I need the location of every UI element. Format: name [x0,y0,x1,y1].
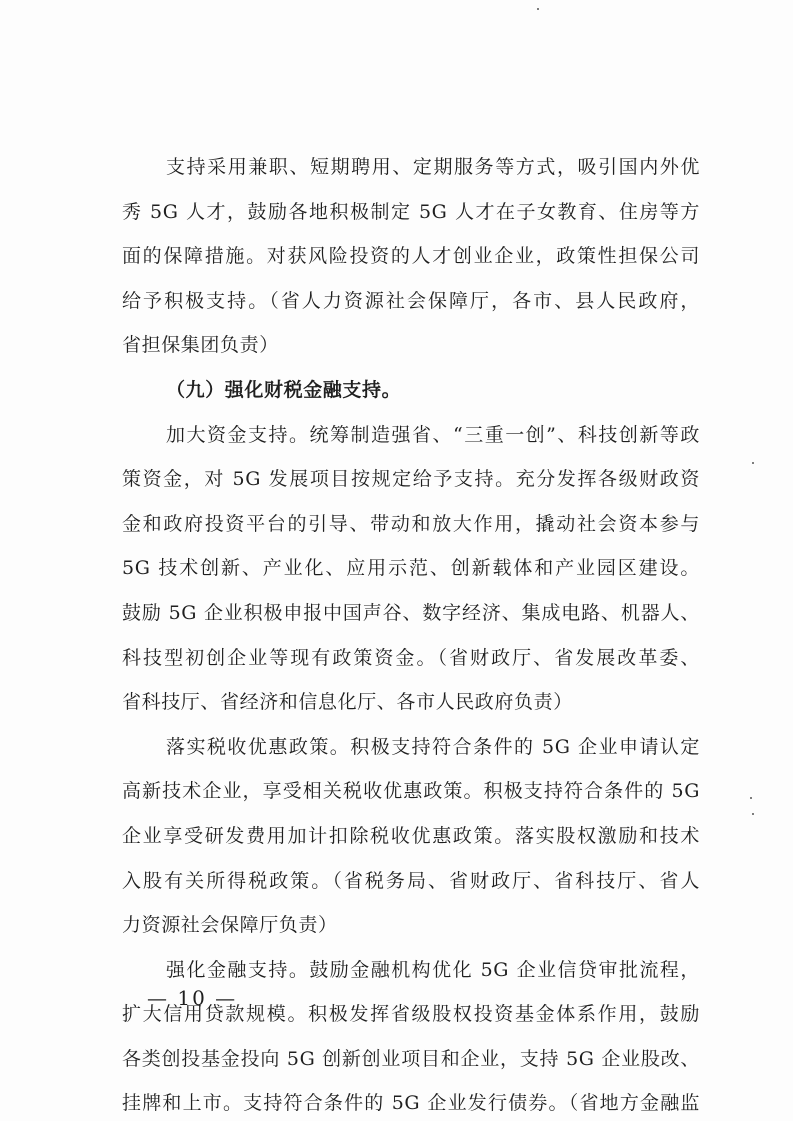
text-line: 5G 技术创新、产业化、应用示范、创新载体和产业园区建设。 [122,557,700,580]
scan-speck [537,8,539,10]
text-line: 给予积极支持。（省人力资源社会保障厅，各市、县人民政府， [122,289,700,312]
text-line: 挂牌和上市。支持符合条件的 5G 企业发行债券。（省地方金融监 [122,1092,700,1115]
scan-speck [752,462,754,464]
text-line: 鼓励 5G 企业积极申报中国声谷、数字经济、集成电路、机器人、 [122,601,700,624]
text-line: 强化金融支持。鼓励金融机构优化 5G 企业信贷审批流程， [166,958,700,981]
text-line: 扩大信用贷款规模。积极发挥省级股权投资基金体系作用，鼓励 [122,1003,700,1026]
text-line: 省科技厅、省经济和信息化厅、各市人民政府负责） [122,691,573,714]
text-line: 科技型初创企业等现有政策资金。（省财政厅、省发展改革委、 [122,646,700,669]
page-number: — 10 — [147,986,238,1010]
text-line: 入股有关所得税政策。（省税务局、省财政厅、省科技厅、省人 [122,869,700,892]
text-line: 高新技术企业，享受相关税收优惠政策。积极支持符合条件的 5G [122,780,700,803]
text-line: 省担保集团负责） [122,334,279,357]
text-line: 支持采用兼职、短期聘用、定期服务等方式，吸引国内外优 [166,156,700,178]
text-line: 力资源社会保障厅负责） [122,914,338,937]
section-heading: （九）强化财税金融支持。 [166,378,402,401]
scan-speck [750,797,752,799]
text-line: 策资金，对 5G 发展项目按规定给予支持。充分发挥各级财政资 [122,468,700,491]
text-line: 落实税收优惠政策。积极支持符合条件的 5G 企业申请认定 [166,735,700,758]
text-line: 加大资金支持。统筹制造强省、“三重一创”、科技创新等政 [166,423,700,446]
scan-speck [752,813,754,815]
text-line: 各类创投基金投向 5G 创新创业项目和企业，支持 5G 企业股改、 [122,1047,700,1070]
text-line: 面的保障措施。对获风险投资的人才创业企业，政策性担保公司 [122,245,700,268]
text-line: 金和政府投资平台的引导、带动和放大作用，撬动社会资本参与 [122,512,700,535]
text-line: 秀 5G 人才，鼓励各地积极制定 5G 人才在子女教育、住房等方 [122,200,700,223]
text-line: 企业享受研发费用加计扣除税收优惠政策。落实股权激励和技术 [122,824,700,847]
document-body [122,145,700,1126]
